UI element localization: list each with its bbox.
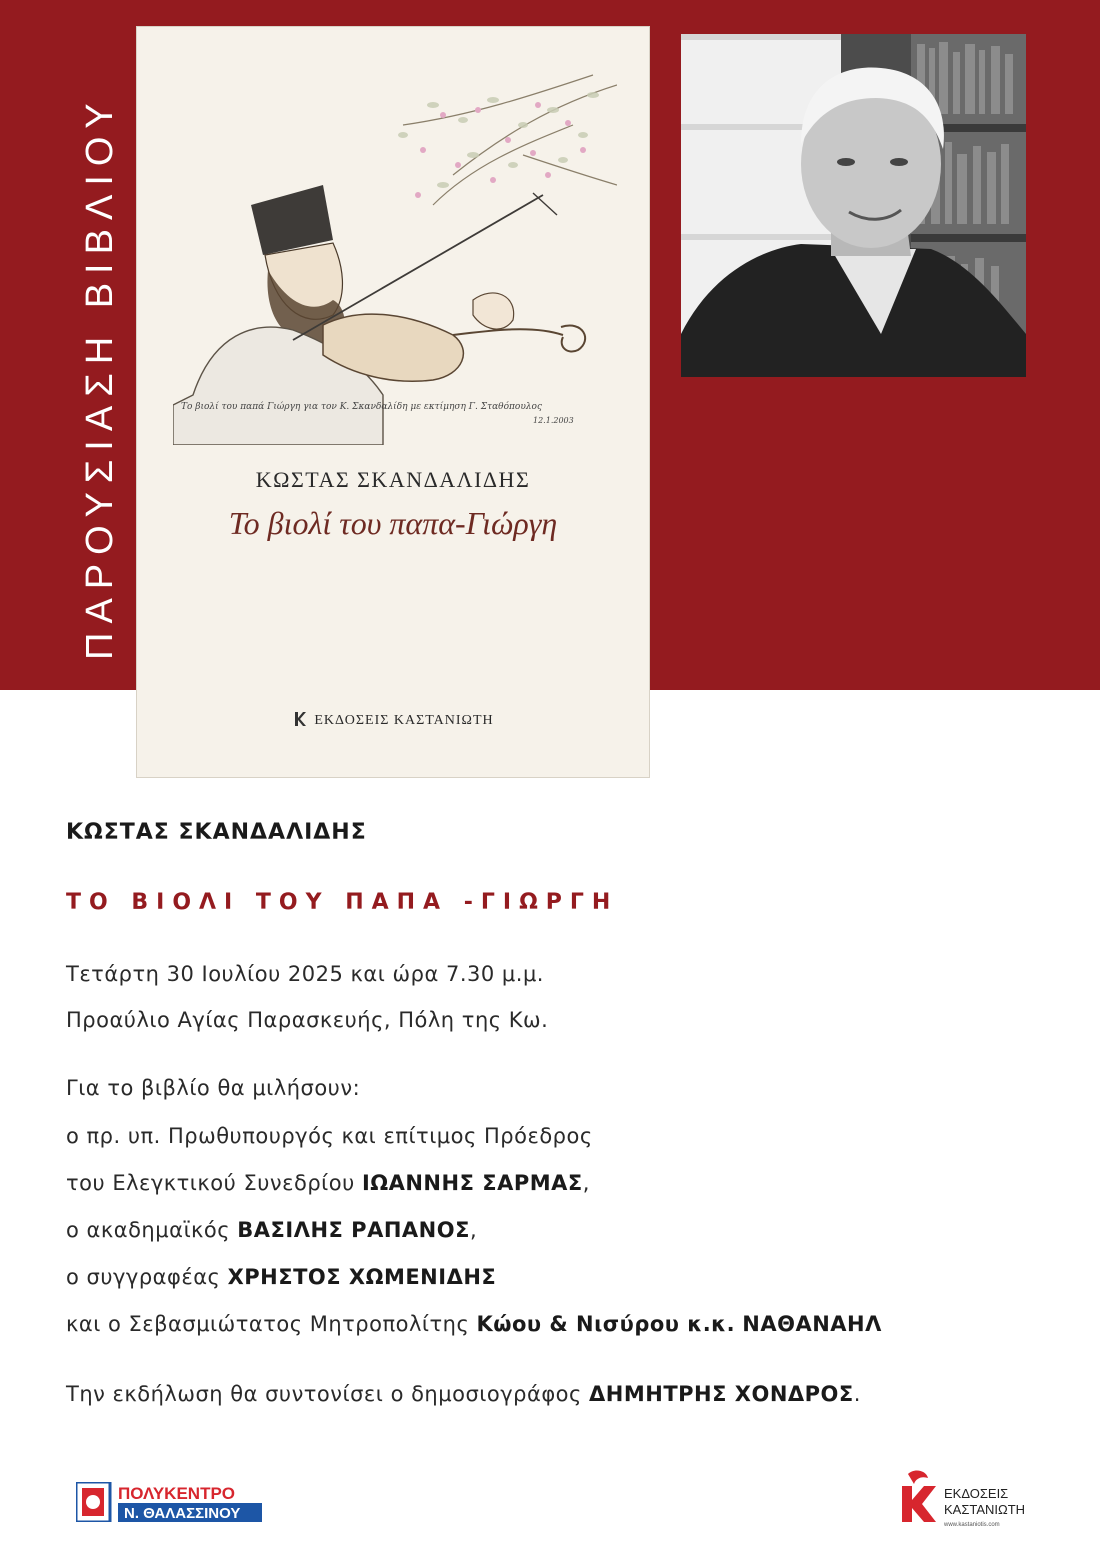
punctuation: , [469,1218,478,1242]
book-cover [136,26,650,778]
speaker-line-5 [66,1312,882,1336]
event-book-title: ΤΟ ΒΙΟΛΙ ΤΟΥ ΠΑΠΑ -ΓΙΩΡΓΗ [66,890,619,915]
speaker-name-chomenidis: ΧΡΗΣΤΟΣ ΧΩΜΕΝΙΔΗΣ [227,1265,497,1289]
punctuation: . [853,1382,861,1406]
moderator-line [66,1382,861,1406]
author-photo [681,34,1026,377]
cover-author: ΚΩΣΤΑΣ ΣΚΑΝΔΑΛΙΔΗΣ [255,467,531,492]
sponsor-name-line2: Ν. ΘΑΛΑΣΣΙΝΟΥ [124,1505,241,1522]
sponsor-name-line1: ΠΟΛΥΚΕΝΤΡΟ [118,1484,236,1503]
violinist-painting [173,65,617,445]
sponsor-logo [76,1482,262,1522]
speaker-line-4 [66,1265,496,1289]
speakers-intro: Για το βιβλίο θα μιλήσουν: [66,1076,361,1100]
speaker-name-sarmas: ΙΩΑΝΝΗΣ ΣΑΡΜΑΣ [361,1171,583,1195]
speaker-name-rapanos: ΒΑΣΙΛΗΣ ΡΑΠΑΝΟΣ [237,1218,470,1242]
speaker-role: του Ελεγκτικού Συνεδρίου [66,1171,362,1195]
speaker-line-1: ο πρ. υπ. Πρωθυπουργός και επίτιμος Πρόεδρος [66,1124,593,1148]
moderator-role: Την εκδήλωση θα συντονίσει ο δημοσιογράφος [66,1382,590,1406]
event-venue: Προαύλιο Αγίας Παρασκευής, Πόλη της Κω. [66,1008,549,1032]
speaker-line-3 [66,1218,477,1242]
metropolis-title: Κώου & Νισύρου κ.κ. [476,1312,736,1336]
speaker-line-2 [66,1171,590,1195]
speaker-role: ο συγγραφέας [66,1265,228,1289]
event-details [66,820,1026,1406]
event-author: ΚΩΣΤΑΣ ΣΚΑΝΔΑΛΙΔΗΣ [66,820,367,845]
speaker-role: ο ακαδημαϊκός [66,1218,238,1242]
speaker-name-nathanail: ΝΑΘΑΝΑΗΛ [742,1312,882,1336]
punctuation: , [582,1171,590,1195]
publisher-footer-line1: ΕΚΔΟΣΕΙΣ [944,1486,1009,1501]
vertical-section-title: ΠΑΡΟΥΣΙΑΣΗ ΒΙΒΛΙΟΥ [79,94,121,660]
painting-date: 12.1.2003 [533,416,574,425]
cover-publisher [137,711,649,729]
publisher-footer-logo [900,1468,1030,1530]
painting-caption: Το βιολί του παπά Γιώργη για τον Κ. Σκανδαλίδη με εκτίμηση Γ. Σταθόπουλος [181,402,542,412]
cover-publisher-name: ΕΚΔΟΣΕΙΣ ΚΑΣΤΑΝΙΩΤΗ [314,713,494,728]
publisher-logo-icon [292,711,308,727]
publisher-footer-url: www.kastaniotis.com [944,1522,1000,1528]
publisher-footer-line2: ΚΑΣΤΑΝΙΩΤΗ [944,1502,1026,1517]
moderator-name: ΔΗΜΗΤΡΗΣ ΧΟΝΔΡΟΣ [589,1382,854,1406]
cover-title: Το βιολί του παπα-Γιώργη [228,505,558,541]
speaker-role: και ο Σεβασμιώτατος Μητροπολίτης [66,1312,477,1336]
event-date-time: Τετάρτη 30 Ιουλίου 2025 και ώρα 7.30 μ.μ. [66,962,544,986]
